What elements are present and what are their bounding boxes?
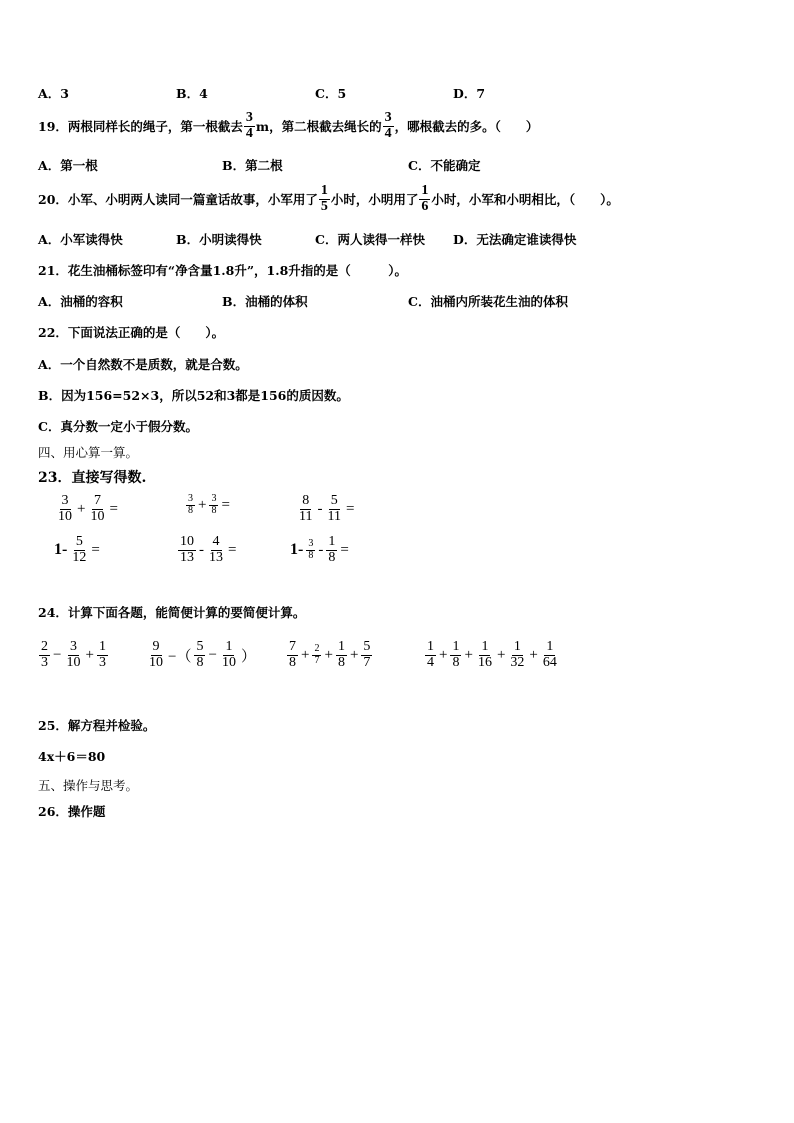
fraction — [207, 535, 225, 565]
denominator: 4 — [427, 654, 434, 670]
section-4-heading: 四、用心算一算。 — [38, 445, 139, 460]
denominator: 64 — [542, 654, 557, 670]
denominator: 32 — [510, 654, 525, 670]
fraction — [209, 494, 218, 516]
q19-option-a: A．第一根 — [38, 158, 98, 173]
denominator: 10 — [221, 654, 236, 670]
numerator: 10 — [180, 534, 194, 549]
operator: = — [228, 541, 237, 558]
q22-option-b: B．因为156=52×3，所以52和3都是156的质因数。 — [38, 388, 349, 403]
fraction — [186, 494, 195, 516]
numerator: 4 — [212, 534, 220, 549]
operator: + — [349, 646, 359, 663]
q22-option-a: A．一个自然数不是质数，就是合数。 — [38, 357, 248, 372]
fraction — [361, 640, 372, 670]
operator: ） — [240, 648, 256, 665]
denominator: 16 — [477, 654, 492, 670]
fraction — [178, 535, 196, 565]
numerator: 1 — [337, 639, 345, 654]
denominator: 7 — [363, 654, 371, 670]
numerator: 3 — [245, 110, 253, 125]
numerator: 2 — [314, 643, 320, 655]
denominator: 8 — [328, 549, 336, 565]
numerator: 3 — [61, 493, 69, 508]
denominator: 7 — [314, 654, 320, 666]
denominator: 8 — [337, 654, 345, 670]
q22-option-c: C．真分数一定小于假分数。 — [38, 419, 198, 434]
numerator: 9 — [152, 639, 160, 654]
numerator: 7 — [93, 493, 101, 508]
denominator: 4 — [384, 125, 392, 141]
q19-question — [38, 111, 538, 141]
text-segment: 小时，小军和小明相比，（ ）。 — [431, 192, 619, 208]
fraction — [147, 640, 165, 670]
q19-option-b: B．第二根 — [222, 158, 283, 173]
q21-option-b: B．油桶的体积 — [222, 294, 308, 309]
q20-option-b: B．小明读得快 — [176, 232, 262, 247]
text-segment: 小时，小明用了 — [330, 192, 419, 208]
fraction — [64, 640, 82, 670]
fraction — [319, 184, 330, 214]
fraction — [56, 494, 74, 524]
fraction — [244, 111, 255, 141]
numerator: 5 — [75, 534, 83, 549]
operator: + — [464, 646, 473, 663]
operator: - — [317, 500, 323, 517]
denominator: 3 — [41, 654, 48, 670]
denominator: 13 — [180, 549, 194, 565]
fraction — [306, 539, 315, 561]
numerator: 3 — [69, 639, 77, 654]
fraction — [325, 494, 342, 524]
q21-option-a: A．油桶的容积 — [38, 294, 123, 309]
fraction — [508, 640, 526, 670]
fraction — [383, 111, 394, 141]
operator: + — [77, 500, 86, 517]
operator: −（ — [168, 648, 192, 665]
fraction — [297, 494, 314, 524]
fraction — [326, 535, 337, 565]
numerator: 3 — [188, 493, 193, 504]
denominator: 8 — [196, 654, 204, 670]
operator: + — [439, 646, 448, 663]
operator: - — [318, 541, 324, 558]
fraction — [39, 640, 50, 670]
operator: 1- — [290, 541, 304, 559]
denominator: 11 — [299, 508, 313, 524]
q19-option-c: C．不能确定 — [408, 158, 481, 173]
denominator: 8 — [289, 654, 296, 670]
q24-expr-1 — [38, 640, 109, 670]
denominator: 11 — [327, 508, 341, 524]
q23-expr-1 — [55, 494, 120, 524]
numerator: 3 — [384, 110, 392, 125]
q24-expr-4 — [424, 640, 560, 670]
q25-equation: 4x＋6＝80 — [38, 749, 106, 764]
denominator: 12 — [72, 549, 87, 565]
numerator: 7 — [289, 639, 296, 654]
fraction — [336, 640, 347, 670]
operator: − — [53, 646, 62, 663]
numerator: 1 — [328, 534, 336, 549]
q18-option-b: B．4 — [176, 86, 208, 101]
fraction — [220, 640, 238, 670]
numerator: 5 — [196, 639, 204, 654]
fraction — [287, 640, 298, 670]
q20-question — [38, 184, 619, 214]
q24-expr-2 — [146, 640, 258, 670]
q23-question: 23．直接写得数. — [38, 470, 147, 486]
numerator: 3 — [308, 538, 314, 550]
operator: + — [85, 646, 94, 663]
denominator: 8 — [188, 504, 193, 516]
operator: + — [496, 646, 506, 663]
denominator: 6 — [421, 198, 429, 214]
fraction — [476, 640, 494, 670]
q23-expr-5 — [177, 535, 238, 565]
denominator: 10 — [149, 654, 163, 670]
text-segment: 19．两根同样长的绳子，第一根截去 — [38, 119, 243, 135]
numerator: 1 — [427, 639, 434, 654]
fraction — [312, 644, 321, 666]
denominator: 10 — [90, 508, 105, 524]
denominator: 10 — [58, 508, 72, 524]
numerator: 3 — [211, 493, 217, 504]
fraction — [450, 640, 461, 670]
q23-expr-2 — [185, 494, 232, 516]
fraction — [194, 640, 205, 670]
fraction — [97, 640, 108, 670]
operator: + — [324, 646, 333, 663]
operator: + — [198, 496, 207, 513]
operator: + — [301, 646, 310, 663]
text-segment: m，第二根截去绳长的 — [255, 119, 382, 135]
q18-option-d: D．7 — [453, 86, 486, 101]
operator: + — [529, 646, 538, 663]
fraction — [88, 494, 106, 524]
denominator: 8 — [452, 654, 460, 670]
text-segment: ，哪根截去的多。（ ） — [394, 119, 539, 135]
q18-option-a: A．3 — [38, 86, 69, 101]
fraction — [541, 640, 559, 670]
denominator: 10 — [66, 654, 81, 670]
numerator: 2 — [41, 639, 48, 654]
q23-expr-4 — [52, 535, 102, 565]
numerator: 5 — [363, 639, 371, 654]
numerator: 1 — [452, 639, 460, 654]
numerator: 1 — [421, 183, 429, 198]
numerator: 1 — [98, 639, 106, 654]
denominator: 5 — [320, 198, 328, 214]
q23-expr-6 — [288, 535, 351, 565]
q23-expr-3 — [296, 494, 356, 524]
numerator: 1 — [481, 639, 489, 654]
operator: = — [109, 500, 118, 517]
operator: 1- — [54, 541, 68, 559]
numerator: 1 — [320, 183, 328, 198]
fraction — [425, 640, 436, 670]
q20-option-a: A．小军读得快 — [38, 232, 123, 247]
q18-option-c: C．5 — [315, 86, 347, 101]
operator: = — [221, 496, 230, 513]
operator: − — [208, 646, 217, 663]
numerator: 1 — [225, 639, 233, 654]
text-segment: 20．小军、小明两人读同一篇童话故事，小军用了 — [38, 192, 318, 208]
denominator: 3 — [98, 654, 106, 670]
q20-option-d: D．无法确定谁读得快 — [453, 232, 577, 247]
fraction — [419, 184, 430, 214]
numerator: 1 — [546, 639, 554, 654]
numerator: 8 — [302, 493, 310, 508]
operator: = — [345, 500, 355, 517]
denominator: 8 — [308, 549, 314, 561]
q24-question: 24．计算下面各题，能简便计算的要简便计算。 — [38, 605, 306, 620]
q21-question: 21．花生油桶标签印有“净含量1.8升”，1.8升指的是（ ）。 — [38, 263, 408, 278]
operator: = — [340, 541, 349, 558]
denominator: 8 — [211, 504, 217, 516]
q20-option-c: C．两人读得一样快 — [315, 232, 425, 247]
numerator: 1 — [513, 639, 521, 654]
q26-question: 26．操作题 — [38, 804, 106, 819]
section-5-heading: 五、操作与思考。 — [38, 778, 139, 793]
q24-expr-3 — [286, 640, 373, 670]
numerator: 5 — [330, 493, 338, 508]
denominator: 13 — [209, 549, 223, 565]
operator: - — [199, 541, 204, 558]
operator: = — [91, 541, 100, 558]
q25-question: 25．解方程并检验。 — [38, 718, 156, 733]
fraction — [70, 535, 88, 565]
q21-option-c: C．油桶内所装花生油的体积 — [408, 294, 568, 309]
q22-question: 22．下面说法正确的是（ ）。 — [38, 325, 225, 340]
denominator: 4 — [245, 125, 253, 141]
